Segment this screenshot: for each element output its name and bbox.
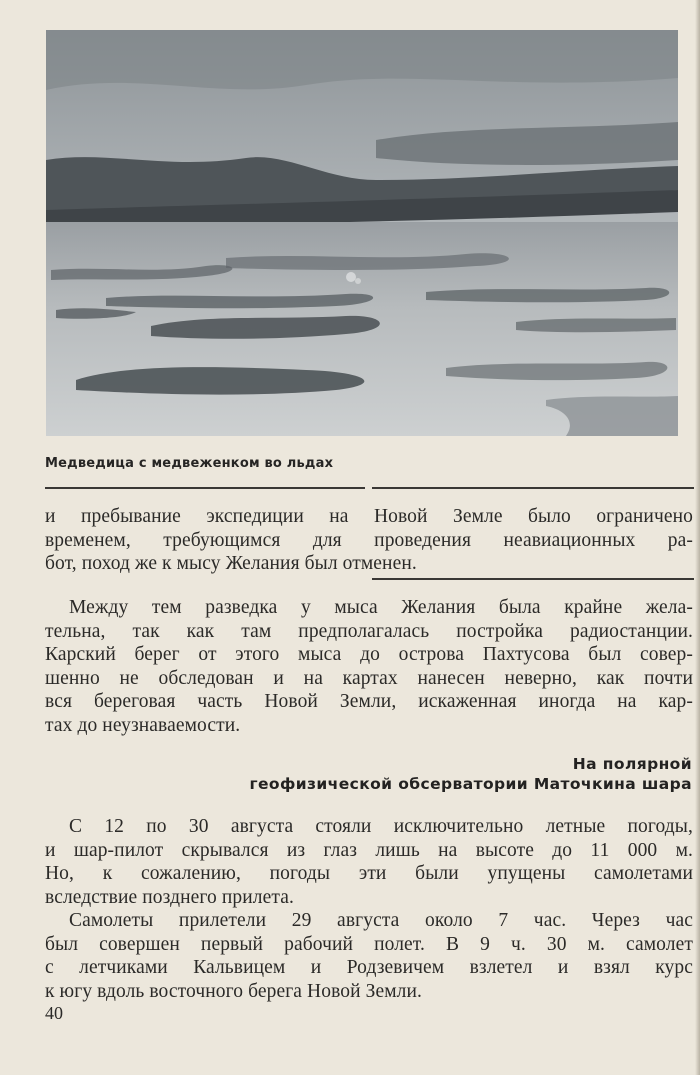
text-line: тах до неузнаваемости. <box>45 714 241 736</box>
text-line: Между тем разведка у мыса Желания была крайне жела- <box>69 597 693 618</box>
text-line: к югу вдоль восточного берега Новой Земли. <box>45 980 423 1002</box>
text-line: шенно не обследован и на картах нанесен неверно, как почти <box>45 667 693 689</box>
section-heading <box>250 754 693 794</box>
text-line: был совершен первый рабочий полет. В 9 ч. 30 м. самолет <box>45 933 693 955</box>
text-line: бот, поход же к мысу Желания был отменен. <box>45 553 417 574</box>
caption-divider-right <box>372 487 694 489</box>
section-heading-line-2: геофизической обсерватории Маточкина шара <box>249 775 692 793</box>
text-line: вся береговая часть Новой Земли, искаженная иногда на кар- <box>45 691 693 712</box>
text-line: Но, к сожалению, погоды эти были упущены самолетами <box>45 863 693 884</box>
text-line: тельна, так как там предполагалась постройка радиостанции. <box>45 620 693 642</box>
page-number: 40 <box>45 1003 63 1023</box>
text-line: и пребывание экспедиции на Новой Земле было ограничено <box>45 506 693 527</box>
text-line: Самолеты прилетели 29 августа около 7 час. Через час <box>69 910 693 931</box>
text-line: с летчиками Кальвицем и Родзевичем взлетел и взял курс <box>45 957 693 978</box>
section-divider <box>372 578 694 580</box>
photo-caption: Медведица с медвеженком во льдах <box>45 456 334 471</box>
text-line: и шар-пилот скрывался из глаз лишь на высоте до 11 000 м. <box>45 839 693 861</box>
text-line: вследствие позднего прилета. <box>45 886 294 908</box>
text-line: С 12 по 30 августа стояли исключительно летные погоды, <box>69 816 693 837</box>
continued-paragraph <box>45 505 693 576</box>
text-line: Карский берег от этого мыса до острова Пахтусова был совер- <box>45 644 693 665</box>
razvedka-paragraph <box>45 596 693 737</box>
section-heading-line-1: На полярной <box>572 755 692 773</box>
page-edge-shadow <box>695 0 700 1075</box>
polar-bear-photo <box>46 30 678 436</box>
august-paragraph <box>45 815 693 1003</box>
text-line: временем, требующимся для проведения неавиационных ра- <box>45 529 693 551</box>
ice-landscape-image <box>46 30 678 436</box>
caption-divider-left <box>45 487 365 489</box>
